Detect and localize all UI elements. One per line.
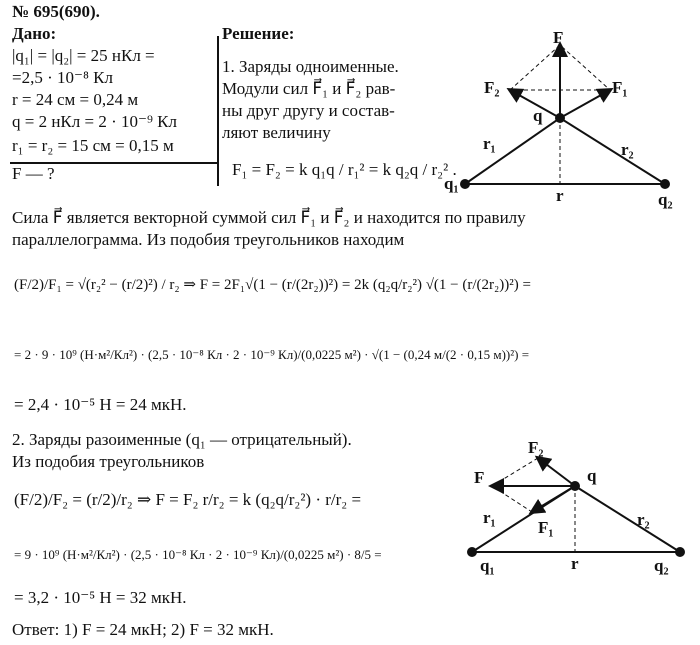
charge-q-dot <box>555 113 565 123</box>
given-line: =2,5 · 10⁻⁸ Кл <box>12 68 113 87</box>
formula-2: (F/2)/F₂ = (r/2)/r₂ ⇒ F = F₂ r/r₂ = k (q₂q/r₂²) · r/r₂ = <box>14 490 362 509</box>
solution-line: ляют величину <box>222 123 331 142</box>
label-r-2: r <box>571 554 579 573</box>
solution-line: ны друг другу и состав- <box>222 101 395 120</box>
label-F1: F₁ <box>612 78 628 97</box>
charge-q1-dot <box>460 179 470 189</box>
force-F2-arrow-2 <box>538 458 575 486</box>
label-F2-2: F₂ <box>528 438 544 457</box>
label-F2: F₂ <box>484 78 500 97</box>
part2-line: Из подобия треугольников <box>12 452 205 471</box>
find-label: F — ? <box>12 164 55 183</box>
force-F1-arrow <box>560 90 610 118</box>
label-F: F <box>553 28 564 47</box>
r1-line <box>465 118 560 184</box>
r2-line-2 <box>575 486 680 552</box>
charge-q2-dot-2 <box>675 547 685 557</box>
charge-q1-dot-2 <box>467 547 477 557</box>
label-q1-2: q₁ <box>480 556 495 575</box>
given-title: Дано: <box>12 24 57 43</box>
label-r1: r₁ <box>483 134 496 153</box>
formula-2-numbers: = 9 · 10⁹ (Н·м²/Кл²) · (2,5 · 10⁻⁸ Кл · 2 · 10⁻⁹ Кл)/(0,0225 м²) · 8/5 = <box>14 547 382 562</box>
given-line: |q₁| = |q₂| = 25 нКл = <box>12 46 155 65</box>
part2-line: 2. Заряды разоименные (q₁ — отрицательный). <box>12 430 352 449</box>
label-q2-2: q₂ <box>654 556 669 575</box>
label-q: q <box>533 106 543 125</box>
solution-line: Модули сил F⃗₁ и F⃗₂ рав- <box>222 79 396 98</box>
force-F1-arrow-2 <box>532 486 575 512</box>
given-line: q = 2 нКл = 2 · 10⁻⁹ Кл <box>12 112 177 131</box>
formula-main: (F/2)/F₁ = √(r₂² − (r/2)²) / r₂ ⇒ F = 2F₁√(1 − (r/(2r₂))²) = 2k (q₂q/r₂²) √(1 − (r/(2r₂))²) = <box>14 277 531 293</box>
label-r: r <box>556 186 564 205</box>
label-r1-2: r₁ <box>483 508 496 527</box>
problem-number: № 695(690). <box>12 2 100 21</box>
label-q1: q₁ <box>444 174 459 193</box>
solution-title: Решение: <box>222 24 295 43</box>
label-F-2: F <box>474 468 485 487</box>
formula-numbers: = 2 · 9 · 10⁹ (Н·м²/Кл²) · (2,5 · 10⁻⁸ Кл · 2 · 10⁻⁹ Кл)/(0,0225 м²) · √(1 − (0,24 м/(2 · 0,15 м))²) = <box>14 347 530 362</box>
formula-forces: F₁ = F₂ = k q₁q / r₁² = k q₂q / r₂² . <box>232 160 457 179</box>
solution-line: 1. Заряды одноименные. <box>222 57 399 76</box>
given-line: r₁ = r₂ = 15 см = 0,15 м <box>12 136 174 155</box>
result-1: = 2,4 · 10⁻⁵ Н = 24 мкН. <box>14 395 187 414</box>
label-q2: q₂ <box>658 190 673 209</box>
label-r2-2: r₂ <box>637 510 650 529</box>
label-F1-2: F₁ <box>538 518 554 537</box>
charge-q2-dot <box>660 179 670 189</box>
given-line: r = 24 см = 0,24 м <box>12 90 139 109</box>
r2-line <box>560 118 665 184</box>
answer: Ответ: 1) F = 24 мкН; 2) F = 32 мкН. <box>12 620 274 639</box>
label-q-2: q <box>587 466 597 485</box>
charge-q-dot-2 <box>570 481 580 491</box>
vector-sum-line: параллелограмма. Из подобия треугольников находим <box>12 230 405 249</box>
vector-sum-line: Сила F⃗ является векторной суммой сил F⃗₁ и F⃗₂ и находится по правилу <box>12 208 526 227</box>
result-2: = 3,2 · 10⁻⁵ Н = 32 мкН. <box>14 588 187 607</box>
label-r2: r₂ <box>621 140 634 159</box>
